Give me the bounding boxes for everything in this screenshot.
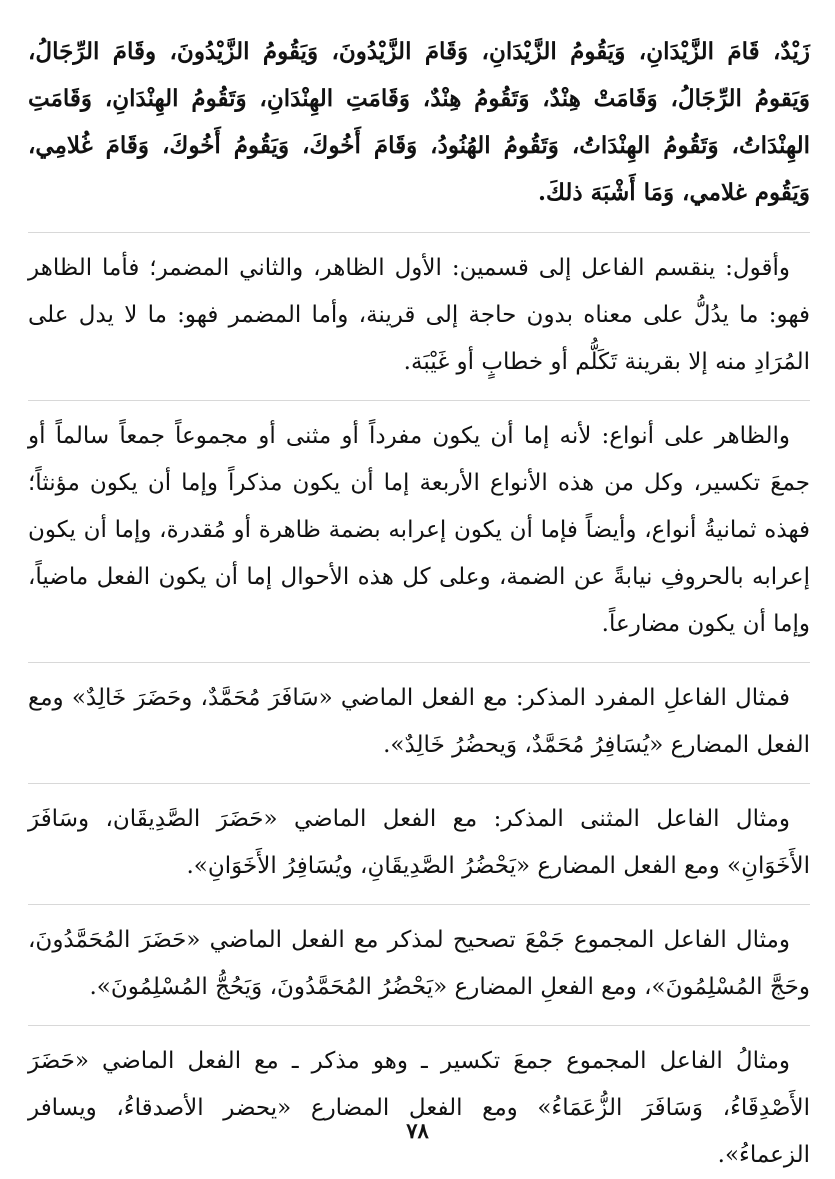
- dual-masculine-example-paragraph: ومثال الفاعل المثنى المذكر: مع الفعل الماضي «حَضَرَ الصَّدِيقَان، وسَافَرَ الأَخَوَانِ» ومع الفعل المضارع «يَحْضُرُ الصَّدِيقَانِ، ويُسَافِرُ الأَخَوَانِ».: [28, 806, 810, 879]
- zahir-types-paragraph: والظاهر على أنواع: لأنه إما أن يكون مفرداً أو مثنى أو مجموعاً جمعاً سالماً أو جمعَ تكسير، وكل من هذه الأنواع الأربعة إما أن يكون مذكراً وإما أن يكون مؤنثاً؛ فهذه ثمانيةُ أنواع، وأيضاً فإما أن يكون إعرابه بضمة ظاهرة أو مُقدرة، وإما أن يكون إعرابه بالحروفِ نيابةً عن الضمة، وعلى كل هذه الأحوال إما أن يكون الفعل ماضياً، وإما أن يكون مضارعاً.: [28, 423, 810, 637]
- divider: [28, 232, 810, 233]
- divider: [28, 783, 810, 784]
- divider: [28, 904, 810, 905]
- singular-masculine-example-paragraph: فمثال الفاعلِ المفرد المذكر: مع الفعل الماضي «سَافَرَ مُحَمَّدٌ، وحَضَرَ خَالِدٌ» ومع الفعل المضارع «يُسَافِرُ مُحَمَّدٌ، وَيحضُرُ خَالِدٌ».: [28, 685, 810, 758]
- fail-division-paragraph: وأقول: ينقسم الفاعل إلى قسمين: الأول الظاهر، والثاني المضمر؛ فأما الظاهر فهو: ما يدُلُّ على معناه بدون حاجة إلى قرينة، وأما المضمر فهو: ما لا يدل على المُرَادِ منه إلا بقرينة تَكَلُّم أو خطابٍ أو غَيْبَة.: [28, 255, 810, 375]
- example-sentences-paragraph: زَيْدٌ، قَامَ الزَّيْدَانِ، وَيَقُومُ الزَّيْدَانِ، وَقَامَ الزَّيْدُونَ، وَيَقُومُ الزَّيْدُونَ، وقَامَ الرِّجَالُ، وَيَقومُ الرِّجَالُ، وَقَامَتْ هِنْدٌ، وَتَقُومُ هِنْدٌ، وَقَامَتِ الهِنْدَانِ، وَتَقُومُ الهِنْدَانِ، وَقَامَتِ الهِنْدَاتُ، وَتَقُومُ الهِنْدَاتُ، وَتَقُومُ الهُنُودُ، وَقَامَ أَخُوكَ، وَيَقُومُ أَخُوكَ، وَقَامَ غُلامِي، وَيَقُوم غلامي، وَمَا أَشْبَهَ ذلكَ.: [28, 38, 810, 206]
- sound-plural-example-paragraph: ومثال الفاعل المجموع جَمْعَ تصحيح لمذكر مع الفعل الماضي «حَضَرَ المُحَمَّدُونَ، وحَجَّ المُسْلِمُونَ»، ومع الفعلِ المضارع «يَحْضُرُ المُحَمَّدُونَ، وَيَحُجُّ المُسْلِمُونَ».: [28, 927, 810, 1000]
- document-page: [28, 28, 810, 1168]
- divider: [28, 662, 810, 663]
- divider: [28, 400, 810, 401]
- broken-plural-example-paragraph: ومثالُ الفاعل المجموع جمعَ تكسير ـ وهو مذكر ـ مع الفعل الماضي «حَضَرَ الأَصْدِقَاءُ، وَسَافَرَ الزُّعَمَاءُ» ومع الفعل المضارع «يحضر الأصدقاءُ، ويسافر الزعماءُ».: [28, 1048, 810, 1168]
- divider: [28, 1025, 810, 1026]
- page-number: ٧٨: [406, 1118, 429, 1143]
